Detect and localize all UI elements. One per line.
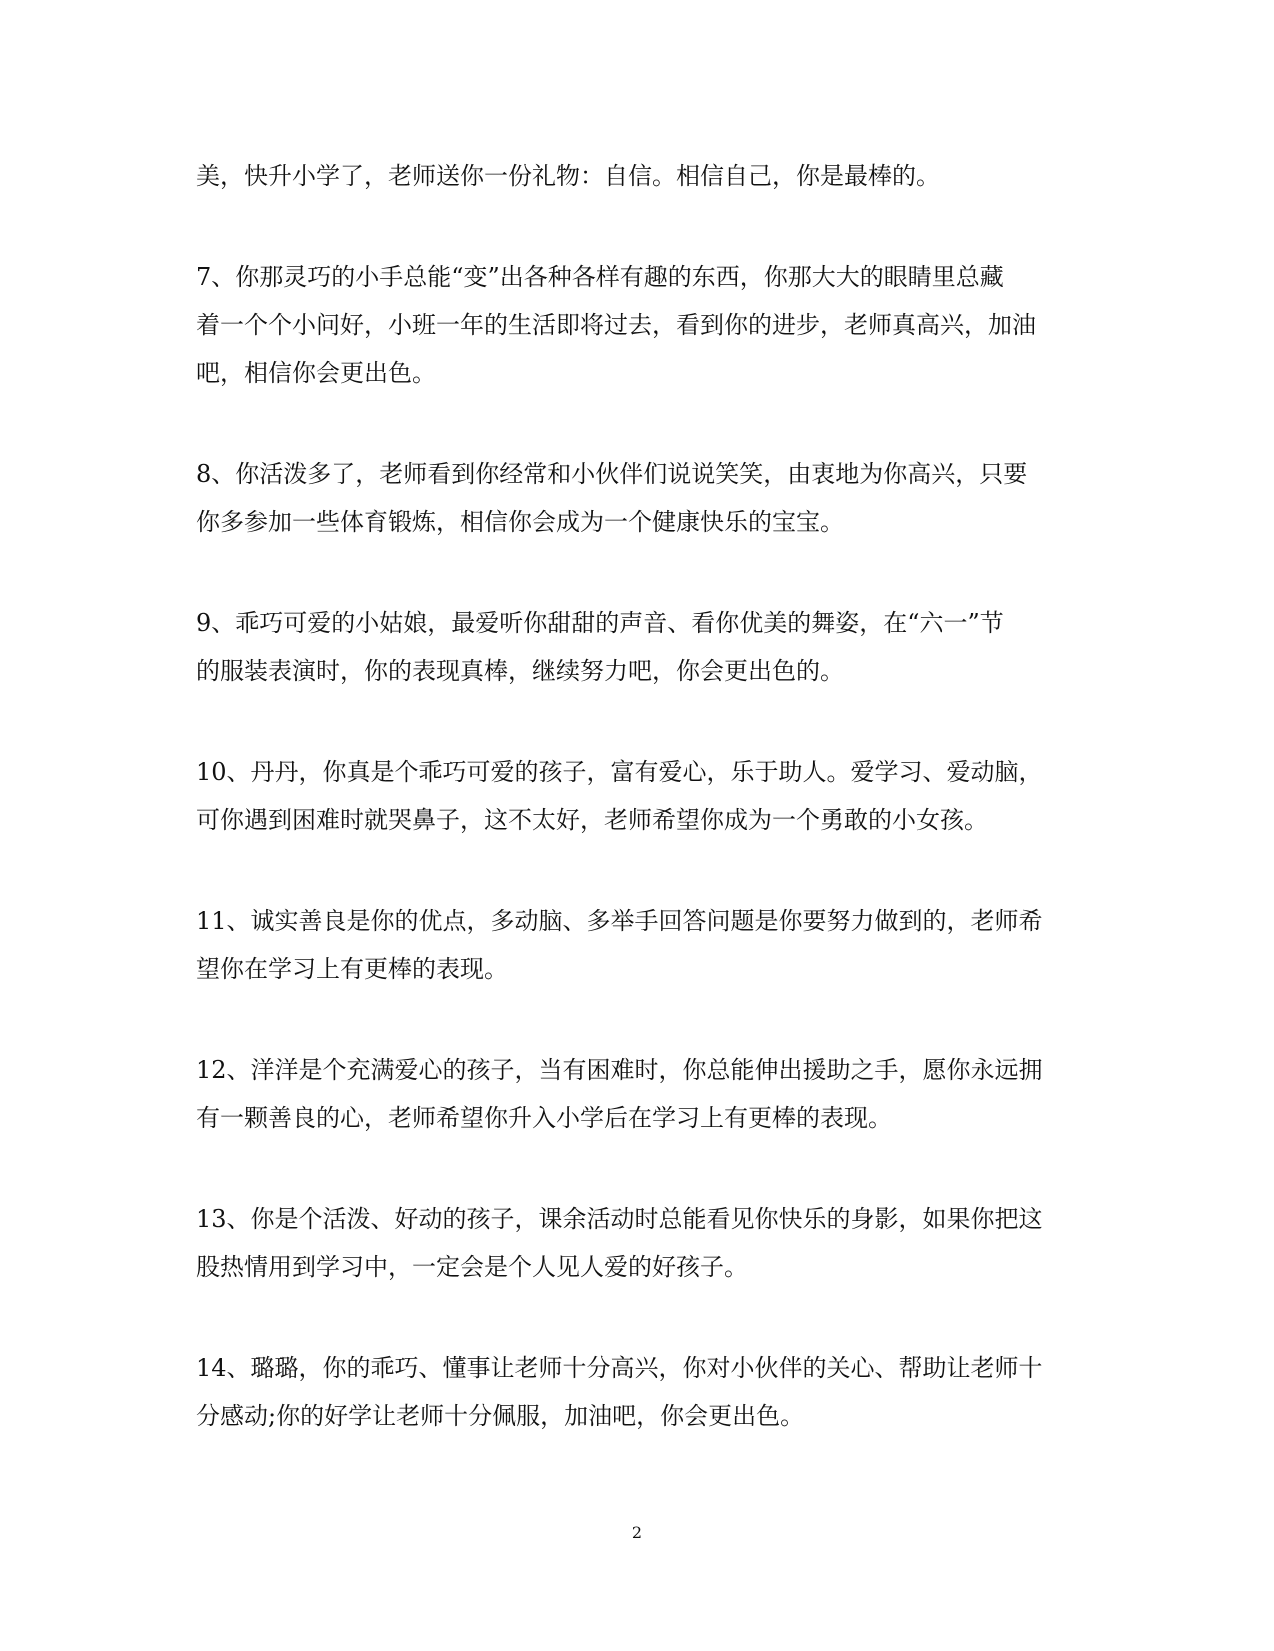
- paragraph-9: [196, 599, 1086, 695]
- paragraph-line: 着一个个小问好，小班一年的生活即将过去，看到你的进步，老师真高兴，加油: [196, 311, 1036, 339]
- paragraph-13: [196, 1195, 1086, 1291]
- paragraph-line: 望你在学习上有更棒的表现。: [196, 955, 508, 983]
- paragraph-line: 你多参加一些体育锻炼，相信你会成为一个健康快乐的宝宝。: [196, 508, 844, 536]
- paragraph-line: 8、你活泼多了，老师看到你经常和小伙伴们说说笑笑，由衷地为你高兴，只要: [196, 460, 1028, 488]
- paragraph-line: 股热情用到学习中，一定会是个人见人爱的好孩子。: [196, 1253, 748, 1281]
- paragraph-11: [196, 897, 1086, 993]
- paragraph-line: 可你遇到困难时就哭鼻子，这不太好，老师希望你成为一个勇敢的小女孩。: [196, 806, 988, 834]
- paragraph-line: 9、乖巧可爱的小姑娘，最爱听你甜甜的声音、看你优美的舞姿，在“六一”节: [196, 609, 1004, 637]
- document-body: [196, 152, 1086, 1493]
- paragraph-10: [196, 748, 1086, 844]
- page-number: 2: [631, 1523, 643, 1542]
- paragraph-line: 12、洋洋是个充满爱心的孩子，当有困难时，你总能伸出援助之手，愿你永远拥: [196, 1056, 1043, 1084]
- paragraph-line: 的服装表演时，你的表现真棒，继续努力吧，你会更出色的。: [196, 657, 844, 685]
- paragraph-line: 10、丹丹，你真是个乖巧可爱的孩子，富有爱心，乐于助人。爱学习、爱动脑，: [196, 758, 1043, 786]
- paragraph-line: 吧，相信你会更出色。: [196, 359, 436, 387]
- paragraph-line: 分感动;你的好学让老师十分佩服，加油吧，你会更出色。: [196, 1402, 805, 1430]
- paragraph-line: 14、璐璐，你的乖巧、懂事让老师十分高兴，你对小伙伴的关心、帮助让老师十: [196, 1354, 1043, 1382]
- paragraph-8: [196, 450, 1086, 546]
- paragraph-12: [196, 1046, 1086, 1142]
- paragraph-1: [196, 152, 1086, 200]
- paragraph-line: 13、你是个活泼、好动的孩子，课余活动时总能看见你快乐的身影，如果你把这: [196, 1205, 1043, 1233]
- paragraph-line: 有一颗善良的心，老师希望你升入小学后在学习上有更棒的表现。: [196, 1104, 892, 1132]
- paragraph-line: 7、你那灵巧的小手总能“变”出各种各样有趣的东西，你那大大的眼睛里总藏: [196, 263, 1004, 291]
- paragraph-7: [196, 253, 1086, 397]
- paragraph-line: 11、诚实善良是你的优点，多动脑、多举手回答问题是你要努力做到的，老师希: [196, 907, 1043, 935]
- paragraph-14: [196, 1344, 1086, 1440]
- paragraph-line: 美，快升小学了，老师送你一份礼物：自信。相信自己，你是最棒的。: [196, 162, 940, 190]
